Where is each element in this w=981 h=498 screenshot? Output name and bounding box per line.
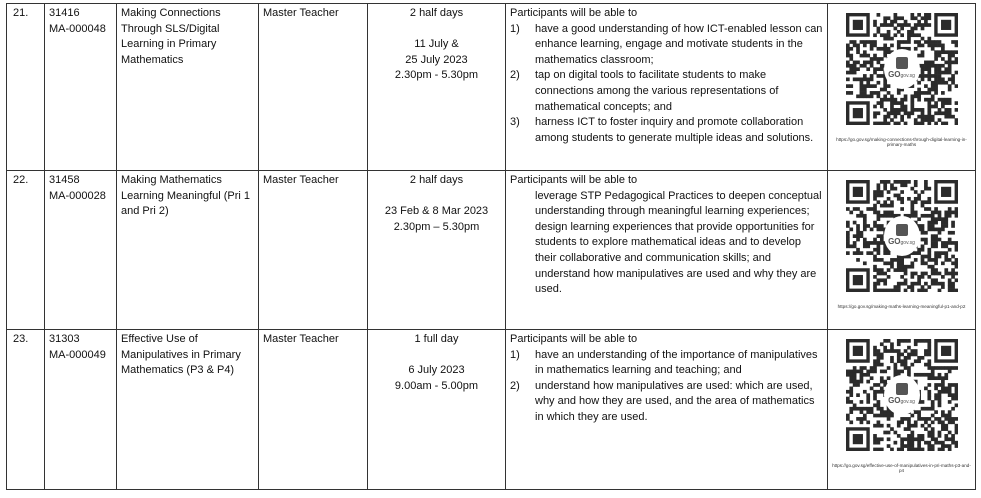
duration: 2 half days xyxy=(409,174,464,186)
course-title: Effective Use of Manipulatives in Primary Mathematics (P3 & P4) xyxy=(117,330,259,490)
course-code xyxy=(45,4,117,171)
list-item: 1) have an understanding of the importance of manipulatives in mathematics learning and teaching; and xyxy=(510,348,818,377)
duration: 2 half days xyxy=(409,7,464,19)
date-line: 11 July & xyxy=(414,38,459,51)
course-code-primary: 31303 xyxy=(49,333,80,345)
schedule xyxy=(368,171,506,330)
qr-cell xyxy=(828,171,976,330)
qr-code-icon[interactable] xyxy=(846,180,958,292)
qr-code-icon[interactable] xyxy=(846,13,958,125)
table-row xyxy=(7,171,976,330)
gov-sg-logo: GOgov.sg xyxy=(884,216,920,256)
course-code-primary: 31416 xyxy=(49,7,80,19)
time: 9.00am - 5.00pm xyxy=(394,379,479,392)
course-code-secondary: MA-000048 xyxy=(49,22,106,35)
table-row xyxy=(7,4,976,171)
gov-sg-logo: GOgov.sg xyxy=(884,375,920,415)
qr-cell xyxy=(828,330,976,490)
list-item: design learning experiences that provide opportunities for students to explore mathematical ideas and to develop their collaborative and communication skills; and xyxy=(535,220,815,264)
list-item: understand how manipulatives are used and why they are used. xyxy=(535,267,817,296)
schedule xyxy=(368,4,506,171)
qr-url[interactable]: https://go.gov.sg/effective-use-of-manipulatives-in-pri-maths-p3-and-p4 xyxy=(832,462,971,474)
course-title: Making Connections Through SLS/Digital Learning in Primary Mathematics xyxy=(117,4,259,171)
row-number: 21. xyxy=(7,4,45,171)
time: 2.30pm - 5.30pm xyxy=(394,69,479,82)
table-row xyxy=(7,330,976,490)
course-code xyxy=(45,171,117,330)
qr-code-icon[interactable] xyxy=(846,339,958,451)
target-level: Master Teacher xyxy=(259,330,368,490)
list-item: 2) understand how manipulatives are used: which are used, why and how they are used, and the area of mathematics in which they are used. xyxy=(510,379,815,423)
course-code-secondary: MA-000049 xyxy=(49,348,106,361)
qr-url[interactable]: https://go.gov.sg/making-connections-through-digital-learning-in-primary-maths xyxy=(836,136,967,148)
row-number: 22. xyxy=(7,171,45,330)
date-line: 25 July 2023 xyxy=(405,53,468,66)
date-line: 6 July 2023 xyxy=(408,364,465,377)
gov-sg-logo: GOgov.sg xyxy=(884,49,920,89)
target-level: Master Teacher xyxy=(259,171,368,330)
course-code-primary: 31458 xyxy=(49,174,80,186)
duration: 1 full day xyxy=(414,333,459,345)
learning-outcomes xyxy=(506,171,828,330)
date-line: 23 Feb & 8 Mar 2023 xyxy=(384,205,489,218)
time: 2.30pm – 5.30pm xyxy=(393,220,480,233)
list-item: 1) have a good understanding of how ICT-enabled lesson can enhance learning, engage and motivate students in the mathematics classroom; xyxy=(510,22,823,66)
schedule xyxy=(368,330,506,490)
outcomes-intro: Participants will be able to xyxy=(510,333,638,345)
target-level: Master Teacher xyxy=(259,4,368,171)
course-title: Making Mathematics Learning Meaningful (Pri 1 and Pri 2) xyxy=(117,171,259,330)
qr-cell xyxy=(828,4,976,171)
learning-outcomes xyxy=(506,4,828,171)
list-item: leverage STP Pedagogical Practices to deepen conceptual understanding through meaningful learning experiences; xyxy=(535,189,822,218)
learning-outcomes xyxy=(506,330,828,490)
list-item: 2) tap on digital tools to facilitate students to make connections among the various representations of mathematical concepts; and xyxy=(510,69,779,113)
row-number: 23. xyxy=(7,330,45,490)
course-code-secondary: MA-000028 xyxy=(49,189,106,202)
qr-url[interactable]: https://go.gov.sg/making-maths-learning-meaningful-p1-and-p2 xyxy=(837,303,966,309)
outcomes-intro: Participants will be able to xyxy=(510,174,638,186)
course-table xyxy=(6,3,976,490)
course-code xyxy=(45,330,117,490)
outcomes-intro: Participants will be able to xyxy=(510,7,638,19)
list-item: 3) harness ICT to foster inquiry and promote collaboration among students to generate multiple ideas and solutions. xyxy=(510,116,814,144)
